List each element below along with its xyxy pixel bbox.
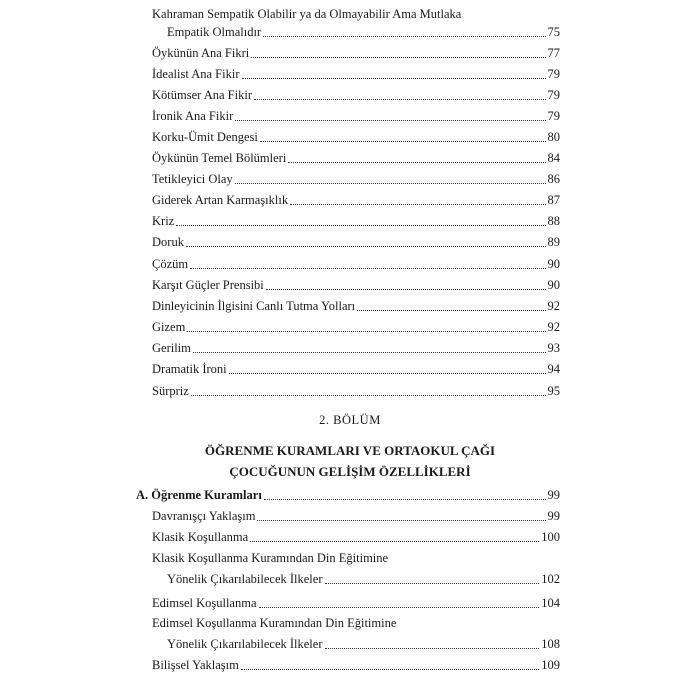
toc-entry-page: 88 [547, 214, 560, 228]
toc-entry [152, 318, 560, 336]
dot-leader [193, 352, 546, 353]
toc-entry [152, 170, 560, 188]
dot-leader [187, 331, 545, 332]
toc-entry [152, 212, 560, 230]
toc-entry-page: 92 [547, 299, 560, 313]
toc-entry-page: 77 [547, 46, 560, 60]
toc-entry [152, 507, 560, 525]
toc-heading-entry [136, 486, 560, 504]
section-title-line2: ÇOCUĞUNUN GELİŞİM ÖZELLİKLERİ [229, 464, 471, 479]
toc-entry-title: Sürpriz [152, 384, 189, 398]
toc-entry-page: 109 [541, 658, 560, 672]
toc-entry-page: 79 [547, 109, 560, 123]
toc-entry-page: 84 [547, 151, 560, 165]
toc-entry [152, 233, 560, 251]
toc-entry-wrap-line: Klasik Koşullanma Kuramından Din Eğitimine [152, 551, 389, 565]
toc-entry-wrap-line: Edimsel Koşullanma Kuramından Din Eğitimine [152, 616, 397, 630]
dot-leader [229, 373, 546, 374]
dot-leader [235, 183, 546, 184]
toc-entry-title: Çözüm [152, 257, 189, 271]
toc-entry-title: Dramatik İroni [152, 362, 227, 376]
toc-entry [152, 276, 560, 294]
toc-entry [167, 570, 560, 588]
toc-entry-page: 104 [541, 596, 560, 610]
toc-entry-page: 94 [547, 362, 560, 376]
dot-leader [264, 499, 546, 500]
toc-entry-title: Karşıt Güçler Prensibi [152, 278, 264, 292]
toc-entry-page: 75 [547, 25, 560, 39]
toc-entry-page: 89 [547, 235, 560, 249]
toc-entry-wrap-line: Kahraman Sempatik Olabilir ya da Olmayabilir Ama Mutlaka [152, 7, 462, 21]
dot-leader [251, 57, 545, 58]
toc-entry [152, 149, 560, 167]
dot-leader [325, 583, 540, 584]
toc-entry-title: Yönelik Çıkarılabilecek İlkeler [167, 572, 323, 586]
toc-entry-page: 100 [541, 530, 560, 544]
toc-entry-title: Klasik Koşullanma [152, 530, 249, 544]
dot-leader [191, 395, 546, 396]
toc-entry [152, 128, 560, 146]
toc-entry-page: 87 [547, 193, 560, 207]
toc-entry [152, 360, 560, 378]
toc-heading-title: A. Öğrenme Kuramları [136, 488, 262, 502]
toc-entry [152, 107, 560, 125]
toc-entry-page: 95 [547, 384, 560, 398]
toc-entry-title: Öykünün Temel Bölümleri [152, 151, 287, 165]
toc-entry-title: Bilişsel Yaklaşım [152, 658, 239, 672]
toc-entry [152, 255, 560, 273]
toc-entry [152, 44, 560, 62]
toc-entry [167, 23, 560, 41]
dot-leader [263, 36, 545, 37]
toc-entry-title: Davranışçı Yaklaşım [152, 509, 256, 523]
toc-entry-page: 93 [547, 341, 560, 355]
toc-entry [152, 594, 560, 612]
toc-entry-page: 86 [547, 172, 560, 186]
dot-leader [259, 607, 540, 608]
dot-leader [325, 648, 540, 649]
dot-leader [254, 99, 546, 100]
toc-entry [152, 86, 560, 104]
toc-entry-page: 79 [547, 67, 560, 81]
toc-entry-page: 80 [547, 130, 560, 144]
toc-entry-title: Kriz [152, 214, 175, 228]
dot-leader [186, 246, 546, 247]
toc-entry-title: Edimsel Koşullanma [152, 596, 257, 610]
dot-leader [241, 669, 539, 670]
toc-entry-title: Gizem [152, 320, 186, 334]
toc-entry-title: Öykünün Ana Fikri [152, 46, 250, 60]
dot-leader [250, 541, 539, 542]
dot-leader [176, 225, 545, 226]
toc-entry-page: 99 [547, 509, 560, 523]
dot-leader [290, 204, 545, 205]
toc-entry-title: Gerilim [152, 341, 191, 355]
section-title-line1: ÖĞRENME KURAMLARI VE ORTAOKUL ÇAĞI [204, 443, 496, 458]
toc-entry [152, 382, 560, 400]
toc-entry-title: İronik Ana Fikir [152, 109, 234, 123]
toc-entry [152, 656, 560, 674]
toc-entry [152, 191, 560, 209]
toc-entry [152, 297, 560, 315]
dot-leader [235, 120, 545, 121]
toc-entry-page: 90 [547, 278, 560, 292]
toc-entry-title: Giderek Artan Karmaşıklık [152, 193, 289, 207]
toc-entry-title: Tetikleyici Olay [152, 172, 233, 186]
dot-leader [257, 520, 545, 521]
toc-entry-title: Doruk [152, 235, 184, 249]
dot-leader [190, 268, 545, 269]
dot-leader [288, 162, 545, 163]
toc-entry-title: Korku-Ümit Dengesi [152, 130, 258, 144]
toc-entry-page: 102 [541, 572, 560, 586]
toc-entry [152, 528, 560, 546]
dot-leader [266, 289, 546, 290]
toc-entry-page: 79 [547, 88, 560, 102]
toc-entry-page: 108 [541, 637, 560, 651]
toc-entry-page: 99 [547, 488, 560, 502]
toc-entry-title: Kötümser Ana Fikir [152, 88, 252, 102]
dot-leader [260, 141, 546, 142]
toc-entry-page: 90 [547, 257, 560, 271]
dot-leader [242, 78, 546, 79]
dot-leader [357, 310, 545, 311]
toc-entry-title: Yönelik Çıkarılabilecek İlkeler [167, 637, 323, 651]
toc-entry-page: 92 [547, 320, 560, 334]
toc-entry-title: İdealist Ana Fikir [152, 67, 240, 81]
toc-entry [152, 65, 560, 83]
toc-entry-title: Dinleyicinin İlgisini Canlı Tutma Yolları [152, 299, 356, 313]
toc-entry-title: Empatik Olmalıdır [167, 25, 262, 39]
toc-entry [167, 635, 560, 653]
section-label: 2. BÖLÜM [319, 413, 381, 427]
toc-entry [152, 339, 560, 357]
